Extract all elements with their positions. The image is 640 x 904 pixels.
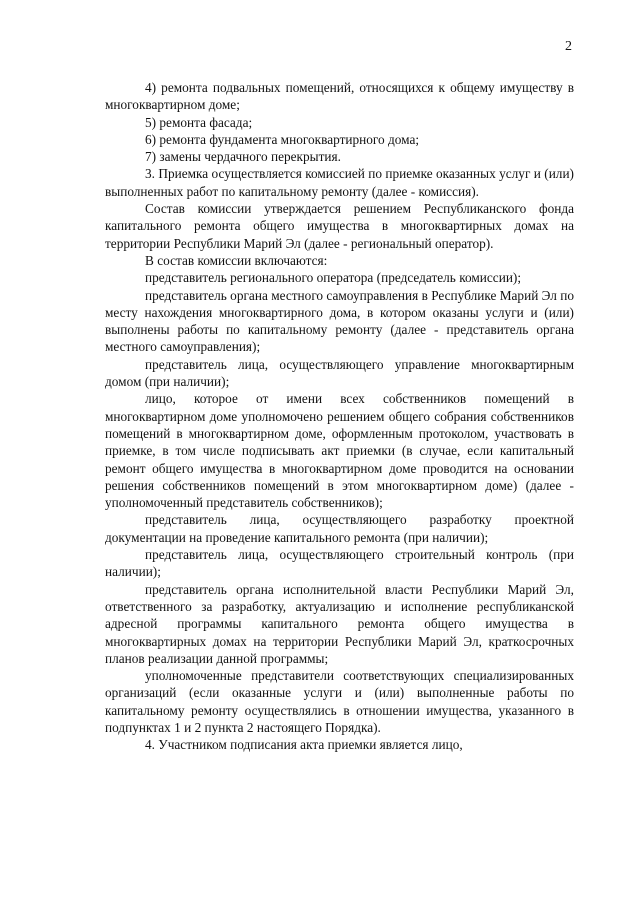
document-body <box>105 79 574 754</box>
paragraph-regional-operator-rep: представитель регионального оператора (председатель комиссии); <box>145 270 522 286</box>
paragraph-commission-includes: В состав комиссии включаются: <box>145 252 328 268</box>
page-number: 2 <box>565 39 572 54</box>
paragraph-construction-control-rep: представитель лица, осуществляющего строительный контроль (при наличии); <box>105 547 574 580</box>
paragraph-clause-4: 4. Участником подписания акта приемки является лицо, <box>145 737 463 753</box>
paragraph-item-7: 7) замены чердачного перекрытия. <box>145 149 341 165</box>
paragraph-item-5: 5) ремонта фасада; <box>145 114 253 130</box>
paragraph-owners-rep: лицо, которое от имени всех собственников помещений в многоквартирном доме уполномочено решением общего собрания собственников помещений в многоквартирном доме, оформленным протоколом, участвовать в приемке, в том числе подписывать акт приемки (в случае, если капитальный ремонт общего имущества в многоквартирном доме проводится на основании решения собственников помещений в этом многоквартирном доме) (далее - уполномоченный представитель собственников); <box>105 391 574 511</box>
paragraph-local-government-rep: представитель органа местного самоуправления в Республике Марий Эл по месту нахождения многоквартирного дома, в котором оказаны услуги и (или) выполнены работы по капитальному ремонту (далее - представитель органа местного самоуправления); <box>105 287 574 355</box>
paragraph-management-rep: представитель лица, осуществляющего управление многоквартирным домом (при наличии); <box>105 356 574 390</box>
paragraph-commission-composition: Состав комиссии утверждается решением Республиканского фонда капитального ремонта общего имущества в многоквартирных домах на территории Республики Марий Эл (далее - региональный оператор). <box>105 201 574 251</box>
paragraph-item-6: 6) ремонта фундамента многоквартирного дома; <box>145 131 420 147</box>
paragraph-specialized-orgs-rep: уполномоченные представители соответствующих специализированных организаций (если оказанные услуги и (или) выполненные работы по капитальному ремонту осуществлялись в отношении имущества, указанного в подпунктах 1 и 2 пункта 2 настоящего Порядка). <box>105 668 574 735</box>
paragraph-clause-3: 3. Приемка осуществляется комиссией по приемке оказанных услуг и (или) выполненных работ по капитальному ремонту (далее - комиссия). <box>105 166 574 199</box>
paragraph-design-rep: представитель лица, осуществляющего разработку проектной документации на проведение капитального ремонта (при наличии); <box>105 512 574 545</box>
paragraph-executive-authority-rep: представитель органа исполнительной власти Республики Марий Эл, ответственного за разработку, актуализацию и исполнение республиканской адресной программы капитального ремонта общего имущества в многоквартирных домах на территории Республики Марий Эл, краткосрочных планов реализации данной программы; <box>105 581 574 666</box>
paragraph-item-4: 4) ремонта подвальных помещений, относящихся к общему имуществу в многоквартирном доме; <box>105 80 574 113</box>
